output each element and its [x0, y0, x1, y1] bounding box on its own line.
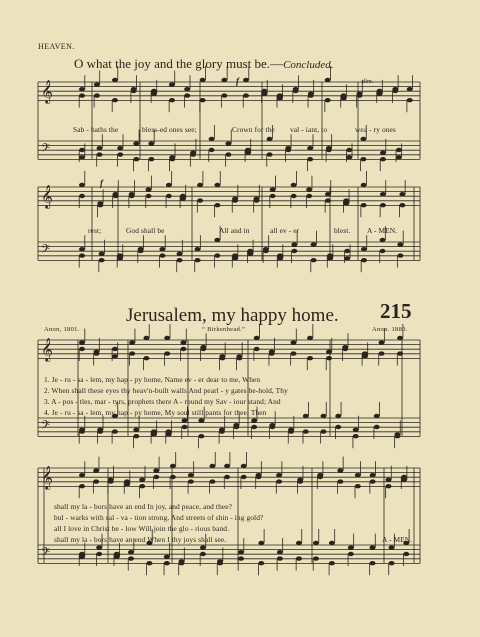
note-head	[307, 356, 313, 360]
dynamic-forte-2: f	[100, 178, 103, 188]
note-head	[148, 141, 154, 145]
note-head	[166, 183, 172, 187]
note-head	[396, 155, 402, 159]
note-head	[79, 429, 85, 433]
treble-clef: 𝄞	[41, 337, 53, 361]
note-head	[221, 78, 227, 82]
note-head	[326, 350, 332, 354]
note-head	[97, 203, 103, 207]
note-head	[79, 347, 85, 351]
note-head	[308, 93, 314, 97]
note-head	[79, 552, 85, 556]
note-head	[380, 192, 386, 196]
note-head	[397, 351, 403, 355]
note-head	[79, 93, 85, 97]
note-head	[380, 249, 386, 253]
note-head	[79, 87, 85, 91]
note-head	[197, 198, 203, 202]
note-head	[320, 429, 326, 433]
note-head	[79, 247, 85, 251]
note-head	[170, 475, 176, 479]
note-head	[267, 152, 273, 156]
note-head	[380, 151, 386, 155]
note-head	[276, 479, 282, 483]
note-head	[200, 98, 206, 102]
note-head	[129, 340, 135, 344]
note-head	[159, 247, 165, 251]
verse-line-continued: shall my la - bors have an end In joy, and peace, and thee?	[54, 502, 233, 511]
note-head	[303, 414, 309, 418]
verse-line: 1. Je - ru - sa - lem, my hap - py home, Name ev - er dear to me, When	[44, 375, 261, 384]
note-head	[325, 78, 331, 82]
note-head	[209, 464, 215, 468]
note-head	[263, 249, 269, 253]
note-head	[342, 347, 348, 351]
note-head	[112, 347, 118, 351]
note-head	[131, 89, 137, 93]
note-head	[97, 429, 103, 433]
note-head	[361, 203, 367, 207]
note-head	[399, 192, 405, 196]
note-head	[232, 198, 238, 202]
verse-line-continued: bul - warks with sal - va - tion strong, And streets of shin - ing gold?	[54, 513, 264, 522]
dynamic-forte-1: f	[236, 76, 239, 86]
note-head	[79, 484, 85, 488]
note-head	[128, 550, 134, 554]
note-head	[238, 556, 244, 560]
note-head	[112, 78, 118, 82]
note-head	[325, 98, 331, 102]
dynamic-dim: dim.	[362, 78, 374, 85]
note-head	[99, 252, 105, 256]
note-head	[225, 152, 231, 156]
note-head	[379, 340, 385, 344]
note-head	[320, 414, 326, 418]
note-head	[258, 561, 264, 565]
note-head	[261, 89, 267, 93]
note-head	[329, 541, 335, 545]
note-head	[138, 249, 144, 253]
note-head	[374, 414, 380, 418]
note-head	[291, 194, 297, 198]
note-head	[346, 155, 352, 159]
note-head	[291, 249, 297, 253]
note-head	[355, 484, 361, 488]
note-head	[114, 552, 120, 556]
note-head	[291, 183, 297, 187]
note-head	[170, 464, 176, 468]
note-head	[267, 137, 273, 141]
note-head	[129, 194, 135, 198]
note-head	[166, 194, 172, 198]
note-head	[307, 157, 313, 161]
note-head	[238, 550, 244, 554]
note-head	[277, 93, 283, 97]
note-head	[200, 78, 206, 82]
note-head	[396, 148, 402, 152]
note-head	[177, 258, 183, 262]
note-head	[224, 464, 230, 468]
verse-line: 3. A - pos - tles, mar - tyrs, prophets there A - round my Sav - iour stand; And	[44, 397, 281, 406]
note-head	[79, 253, 85, 257]
note-head	[200, 545, 206, 549]
bass-clef: 𝄢	[41, 546, 51, 562]
note-head	[303, 429, 309, 433]
note-head	[389, 561, 395, 565]
note-head	[277, 550, 283, 554]
verse-line-continued: shall my la - bors have an end When I thy joys shall see.	[54, 535, 227, 544]
note-head	[353, 434, 359, 438]
note-head	[361, 258, 367, 262]
note-head	[209, 148, 215, 152]
note-head	[397, 242, 403, 246]
bass-clef: 𝄢	[41, 142, 51, 158]
note-head	[195, 258, 201, 262]
note-head	[285, 148, 291, 152]
lyric-syllable: val - iant, to	[290, 125, 328, 134]
treble-clef: 𝄞	[41, 184, 53, 208]
note-head	[346, 148, 352, 152]
note-head	[133, 141, 139, 145]
note-head	[343, 198, 349, 202]
note-head	[214, 253, 220, 257]
note-head	[326, 148, 332, 152]
hymn-title: Jerusalem, my happy home.	[126, 305, 339, 326]
note-head	[197, 183, 203, 187]
note-head	[143, 336, 149, 340]
note-head	[96, 552, 102, 556]
note-head	[380, 238, 386, 242]
note-head	[164, 336, 170, 340]
note-head	[247, 249, 253, 253]
note-head	[407, 87, 413, 91]
note-head	[148, 157, 154, 161]
note-head	[337, 479, 343, 483]
note-head	[117, 146, 123, 150]
note-head	[146, 187, 152, 191]
note-head	[385, 478, 391, 482]
note-head	[296, 556, 302, 560]
note-head	[195, 247, 201, 251]
lyric-syllable: Crown for the	[232, 125, 275, 134]
note-head	[326, 356, 332, 360]
note-head	[146, 561, 152, 565]
note-head	[129, 351, 135, 355]
note-head	[341, 93, 347, 97]
lyric-syllable: blest.	[334, 226, 351, 235]
note-head	[93, 468, 99, 472]
note-head	[269, 425, 275, 429]
note-head	[245, 148, 251, 152]
note-head	[93, 479, 99, 483]
note-head	[270, 194, 276, 198]
note-head	[112, 98, 118, 102]
note-head	[79, 148, 85, 152]
verse-line: 4. Je - ru - sa - lem, my hap - py home, My soul still pants for thee; Then	[44, 408, 267, 417]
note-head	[379, 351, 385, 355]
note-head	[296, 541, 302, 545]
note-head	[180, 194, 186, 198]
note-head	[79, 340, 85, 344]
note-head	[153, 475, 159, 479]
note-head	[180, 340, 186, 344]
note-head	[198, 418, 204, 422]
note-head	[327, 253, 333, 257]
note-head	[344, 249, 350, 253]
note-head	[169, 157, 175, 161]
note-head	[188, 473, 194, 477]
note-head	[380, 203, 386, 207]
note-head	[241, 475, 247, 479]
note-head	[311, 258, 317, 262]
lyric-syllable: bless-ed ones see;	[142, 125, 197, 134]
note-head	[243, 78, 249, 82]
note-head	[124, 479, 130, 483]
note-head	[270, 187, 276, 191]
top-hymn-title-text: O what the joy and the glory must be.—	[74, 56, 284, 71]
note-head	[198, 434, 204, 438]
note-head	[370, 479, 376, 483]
note-head	[311, 242, 317, 246]
note-head	[182, 425, 188, 429]
note-head	[214, 203, 220, 207]
note-head	[108, 479, 114, 483]
bass-clef: 𝄢	[41, 419, 51, 435]
note-head	[143, 356, 149, 360]
note-head	[403, 552, 409, 556]
note-head	[389, 545, 395, 549]
composer-left: Anon, 1801.	[44, 326, 80, 333]
note-head	[380, 157, 386, 161]
note-head	[225, 141, 231, 145]
note-head	[307, 336, 313, 340]
note-head	[362, 351, 368, 355]
note-head	[236, 356, 242, 360]
note-head	[219, 429, 225, 433]
note-head	[224, 475, 230, 479]
note-head	[251, 418, 257, 422]
note-head	[307, 146, 313, 150]
note-head	[397, 336, 403, 340]
note-head	[169, 98, 175, 102]
note-head	[290, 340, 296, 344]
amen-label: A - MEN.	[382, 535, 413, 544]
hymn-number: 215	[380, 299, 412, 323]
note-head	[214, 183, 220, 187]
note-head	[200, 552, 206, 556]
note-head	[153, 468, 159, 472]
note-head	[254, 336, 260, 340]
note-head	[112, 194, 118, 198]
note-head	[151, 89, 157, 93]
note-head	[344, 256, 350, 260]
note-head	[200, 347, 206, 351]
note-head	[313, 556, 319, 560]
composer-right: Anon. 1880.	[372, 326, 408, 333]
note-head	[221, 93, 227, 97]
note-head	[79, 194, 85, 198]
note-head	[369, 561, 375, 565]
note-head	[190, 152, 196, 156]
note-head	[96, 545, 102, 549]
note-head	[219, 356, 225, 360]
note-head	[356, 93, 362, 97]
note-head	[214, 238, 220, 242]
note-head	[269, 351, 275, 355]
note-head	[166, 429, 172, 433]
note-head	[146, 194, 152, 198]
note-head	[277, 253, 283, 257]
note-head	[335, 414, 341, 418]
note-head	[94, 93, 100, 97]
note-head	[348, 552, 354, 556]
note-head	[94, 82, 100, 86]
note-head	[392, 89, 398, 93]
lyric-syllable: Sab - baths the	[73, 125, 119, 134]
note-head	[251, 425, 257, 429]
note-head	[151, 429, 157, 433]
note-head	[277, 556, 283, 560]
treble-clef: 𝄞	[41, 79, 53, 103]
note-head	[233, 425, 239, 429]
lyric-syllable: wea - ry ones	[355, 125, 396, 134]
note-head	[112, 354, 118, 358]
note-head	[217, 561, 223, 565]
note-head	[258, 541, 264, 545]
note-head	[397, 253, 403, 257]
lyric-syllable: rest;	[88, 226, 102, 235]
note-head	[399, 203, 405, 207]
amen-label: A - MEN.	[367, 226, 398, 235]
lyric-syllable: God shall be	[126, 226, 165, 235]
note-head	[290, 351, 296, 355]
note-head	[117, 152, 123, 156]
note-head	[317, 475, 323, 479]
note-head	[325, 192, 331, 196]
note-head	[184, 87, 190, 91]
note-head	[243, 93, 249, 97]
note-head	[159, 253, 165, 257]
note-head	[337, 468, 343, 472]
note-head	[377, 89, 383, 93]
note-head	[79, 473, 85, 477]
note-head	[112, 429, 118, 433]
verse-line-continued: all I love in Christ be - low Will join the glo - rious band.	[54, 524, 230, 533]
note-head	[254, 347, 260, 351]
note-head	[335, 425, 341, 429]
note-head	[291, 242, 297, 246]
note-head	[177, 252, 183, 256]
note-head	[401, 475, 407, 479]
note-head	[133, 428, 139, 432]
note-head	[180, 347, 186, 351]
note-head	[293, 89, 299, 93]
note-head	[188, 479, 194, 483]
top-hymn-status: Concluded.	[283, 59, 334, 71]
note-head	[394, 434, 400, 438]
note-head	[164, 351, 170, 355]
lyric-syllable: All and in	[219, 226, 250, 235]
note-head	[79, 155, 85, 159]
note-head	[79, 183, 85, 187]
note-head	[369, 545, 375, 549]
note-head	[93, 351, 99, 355]
treble-clef: 𝄞	[41, 465, 53, 489]
note-head	[164, 555, 170, 559]
note-head	[184, 93, 190, 97]
note-head	[306, 194, 312, 198]
note-head	[117, 253, 123, 257]
note-head	[370, 473, 376, 477]
note-head	[133, 434, 139, 438]
note-head	[139, 484, 145, 488]
note-head	[256, 475, 262, 479]
note-head	[306, 187, 312, 191]
note-head	[209, 137, 215, 141]
note-head	[232, 253, 238, 257]
note-head	[288, 429, 294, 433]
note-head	[99, 258, 105, 262]
note-head	[353, 428, 359, 432]
bass-clef: 𝄢	[41, 243, 51, 259]
note-head	[139, 478, 145, 482]
tune-name: “ Birkenhead.”	[202, 326, 246, 333]
note-head	[133, 157, 139, 161]
note-head	[97, 152, 103, 156]
note-head	[276, 473, 282, 477]
note-head	[385, 484, 391, 488]
note-head	[128, 556, 134, 560]
note-head	[164, 561, 170, 565]
note-head	[360, 157, 366, 161]
note-head	[355, 473, 361, 477]
note-head	[329, 561, 335, 565]
note-head	[325, 198, 331, 202]
note-head	[361, 247, 367, 251]
note-head	[209, 479, 215, 483]
note-head	[97, 146, 103, 150]
verse-line: 2. When shall these eyes thy heav'n-built walls And pearl - y gates be-hold, Thy	[44, 386, 288, 395]
note-head	[374, 425, 380, 429]
note-head	[348, 545, 354, 549]
note-head	[313, 541, 319, 545]
note-head	[297, 479, 303, 483]
note-head	[182, 418, 188, 422]
note-head	[407, 98, 413, 102]
note-head	[360, 137, 366, 141]
note-head	[169, 82, 175, 86]
note-head	[361, 183, 367, 187]
note-head	[253, 198, 259, 202]
note-head	[241, 464, 247, 468]
section-label: HEAVEN.	[38, 42, 75, 51]
note-head	[179, 561, 185, 565]
lyric-syllable: all ev - er	[270, 226, 300, 235]
